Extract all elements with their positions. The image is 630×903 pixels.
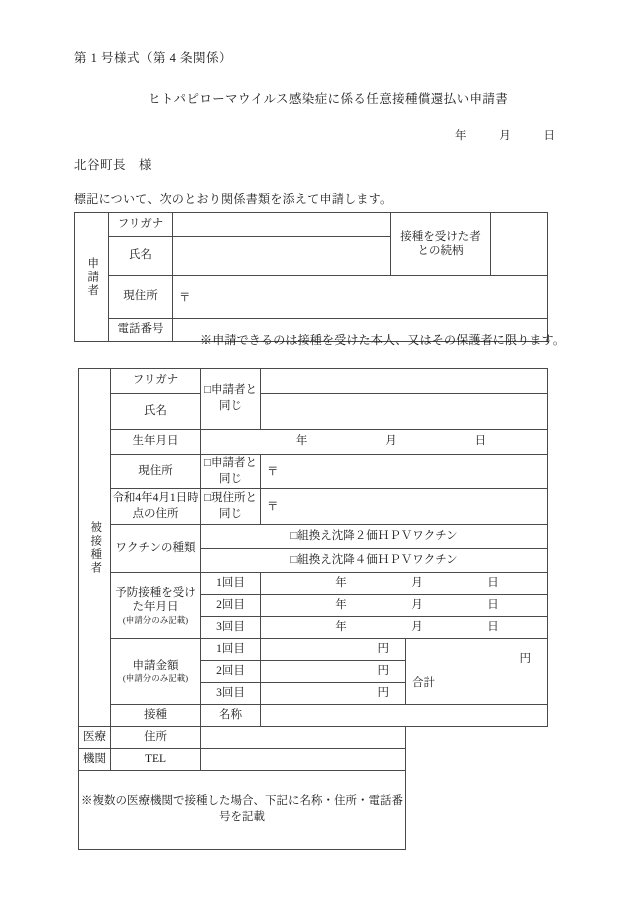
postal-mark-icon: 〒 bbox=[179, 291, 191, 304]
applicant-vertical-label-cell bbox=[75, 213, 109, 342]
recipient-name-label: 氏名 bbox=[111, 394, 201, 430]
dose2-month: 月 bbox=[411, 598, 423, 611]
dose3-month: 月 bbox=[411, 620, 423, 633]
amount-total-yen: 円 bbox=[519, 652, 531, 665]
addressee: 北谷町長 様 bbox=[74, 158, 153, 172]
institution-field-label-tel: TEL bbox=[111, 749, 201, 771]
institution-label-char-3: 機関 bbox=[79, 749, 111, 771]
recipient-vaccine-type-label: ワクチンの種類 bbox=[111, 525, 201, 573]
institution-address-field[interactable] bbox=[201, 727, 406, 749]
table-row bbox=[79, 771, 548, 850]
amount-field-2[interactable] bbox=[261, 661, 406, 683]
vaccination-dose-label-3: 3回目 bbox=[201, 617, 261, 639]
recipient-reiwa-address-label: 令和4年4月1日時点の住所 bbox=[111, 489, 201, 525]
recipient-furigana-label: フリガナ bbox=[111, 369, 201, 394]
table-row bbox=[79, 455, 548, 489]
vaccination-date-label-text: 予防接種を受けた年月日 bbox=[115, 586, 196, 614]
amount-field-1[interactable] bbox=[261, 639, 406, 661]
table-row bbox=[79, 705, 548, 727]
applicant-furigana-field[interactable] bbox=[173, 213, 391, 237]
recipient-address-same-checkbox[interactable]: □申請者と同じ bbox=[201, 455, 261, 489]
amount-total-label: 合計 bbox=[412, 676, 435, 689]
dose1-year: 年 bbox=[335, 576, 347, 589]
institution-name-field[interactable] bbox=[261, 705, 548, 727]
postal-mark-icon: 〒 bbox=[267, 501, 279, 514]
table-row bbox=[79, 369, 548, 394]
recipient-furigana-field[interactable] bbox=[261, 369, 548, 394]
applicant-name-field[interactable] bbox=[173, 237, 391, 276]
applicant-address-field[interactable] bbox=[173, 276, 548, 319]
institution-label-char-1: 接種 bbox=[111, 705, 201, 727]
vaccination-dose-label-1: 1回目 bbox=[201, 573, 261, 595]
amount-field-3[interactable] bbox=[261, 683, 406, 705]
table-row bbox=[79, 489, 548, 525]
recipient-vertical-label: 被接種者 bbox=[89, 520, 102, 575]
institution-label-char-2: 医療 bbox=[79, 727, 111, 749]
recipient-reiwa-same-checkbox[interactable]: □現住所と同じ bbox=[201, 489, 261, 525]
amount-dose-label-3: 3回目 bbox=[201, 683, 261, 705]
form-number: 第 1 号様式（第 4 条関係） bbox=[74, 51, 233, 65]
applicant-note: ※申請できるのは接種を受けた本人、又はその保護者に限ります。 bbox=[200, 333, 566, 347]
amount-label-text: 申請金額 bbox=[132, 660, 179, 672]
dose3-year: 年 bbox=[335, 620, 347, 633]
vaccine-option-bivalent[interactable]: □組換え沈降２価ＨＰＶワクチン bbox=[201, 525, 548, 549]
applicant-relation-label bbox=[391, 213, 491, 276]
table-row bbox=[79, 749, 548, 771]
dose1-day: 日 bbox=[487, 576, 499, 589]
document-title: ヒトパピローマウイルス感染症に係る任意接種償還払い申請書 bbox=[148, 92, 509, 106]
intro-sentence: 標記について、次のとおり関係書類を添えて申請します。 bbox=[74, 192, 393, 206]
institution-field-label-address: 住所 bbox=[111, 727, 201, 749]
table-row bbox=[75, 213, 548, 237]
birthdate-year: 年 bbox=[295, 435, 308, 448]
vaccine-option-quadrivalent[interactable]: □組換え沈降４価ＨＰＶワクチン bbox=[201, 549, 548, 573]
amount-label-cell bbox=[111, 639, 201, 705]
amount-yen-3: 円 bbox=[377, 686, 389, 699]
vaccination-date-label bbox=[111, 573, 201, 639]
amount-dose-label-1: 1回目 bbox=[201, 639, 261, 661]
applicant-vertical-label: 申請者 bbox=[86, 256, 99, 298]
amount-dose-label-2: 2回目 bbox=[201, 661, 261, 683]
applicant-name-label: 氏名 bbox=[109, 237, 173, 276]
table-row bbox=[79, 394, 548, 430]
vaccination-date-field-1[interactable] bbox=[261, 573, 548, 595]
dose1-month: 月 bbox=[411, 576, 423, 589]
dose2-day: 日 bbox=[487, 598, 499, 611]
amount-total-cell[interactable] bbox=[406, 639, 548, 705]
table-row bbox=[79, 525, 548, 549]
relation-label-line1: 接種を受けた者 bbox=[400, 230, 481, 243]
recipient-table bbox=[78, 368, 548, 850]
dose3-day: 日 bbox=[487, 620, 499, 633]
birthdate-month: 月 bbox=[385, 435, 397, 448]
dose2-year: 年 bbox=[335, 598, 347, 611]
header-date-line bbox=[455, 127, 555, 143]
table-row bbox=[75, 276, 548, 319]
header-date-day: 日 bbox=[543, 130, 555, 142]
birthdate-day: 日 bbox=[474, 435, 487, 448]
institution-field-label-name: 名称 bbox=[201, 705, 261, 727]
recipient-name-same-checkbox[interactable]: □申請者と同じ bbox=[201, 369, 261, 430]
recipient-birthdate-label: 生年月日 bbox=[111, 430, 201, 455]
applicant-relation-field[interactable] bbox=[491, 213, 548, 276]
postal-mark-icon: 〒 bbox=[267, 466, 279, 479]
applicant-address-label: 現住所 bbox=[109, 276, 173, 319]
vaccination-date-field-2[interactable] bbox=[261, 595, 548, 617]
applicant-table bbox=[74, 212, 548, 342]
table-row bbox=[79, 430, 548, 455]
recipient-address-field[interactable] bbox=[261, 455, 548, 489]
recipient-name-field[interactable] bbox=[261, 394, 548, 430]
recipient-reiwa-address-field[interactable] bbox=[261, 489, 548, 525]
multi-institution-note: ※複数の医療機関で接種した場合、下記に名称・住所・電話番号を記載 bbox=[81, 795, 403, 823]
institution-tel-field[interactable] bbox=[201, 749, 406, 771]
vaccination-date-note: (申請分のみ記載) bbox=[122, 614, 189, 625]
amount-note: (申請分のみ記載) bbox=[122, 673, 189, 684]
recipient-birthdate-field[interactable] bbox=[201, 430, 548, 455]
vaccination-dose-label-2: 2回目 bbox=[201, 595, 261, 617]
header-date-year: 年 bbox=[455, 130, 467, 142]
amount-yen-1: 円 bbox=[377, 642, 389, 655]
table-row bbox=[79, 727, 548, 749]
relation-label-line2: との続柄 bbox=[417, 245, 464, 257]
table-row bbox=[79, 573, 548, 595]
recipient-vertical-label-cell bbox=[79, 369, 111, 727]
recipient-address-label: 現住所 bbox=[111, 455, 201, 489]
multi-institution-area[interactable] bbox=[79, 771, 406, 850]
table-row bbox=[79, 639, 548, 661]
header-date-month: 月 bbox=[499, 130, 511, 142]
vaccination-date-field-3[interactable] bbox=[261, 617, 548, 639]
applicant-furigana-label: フリガナ bbox=[109, 213, 173, 237]
applicant-phone-label: 電話番号 bbox=[109, 319, 173, 342]
amount-yen-2: 円 bbox=[377, 664, 389, 677]
